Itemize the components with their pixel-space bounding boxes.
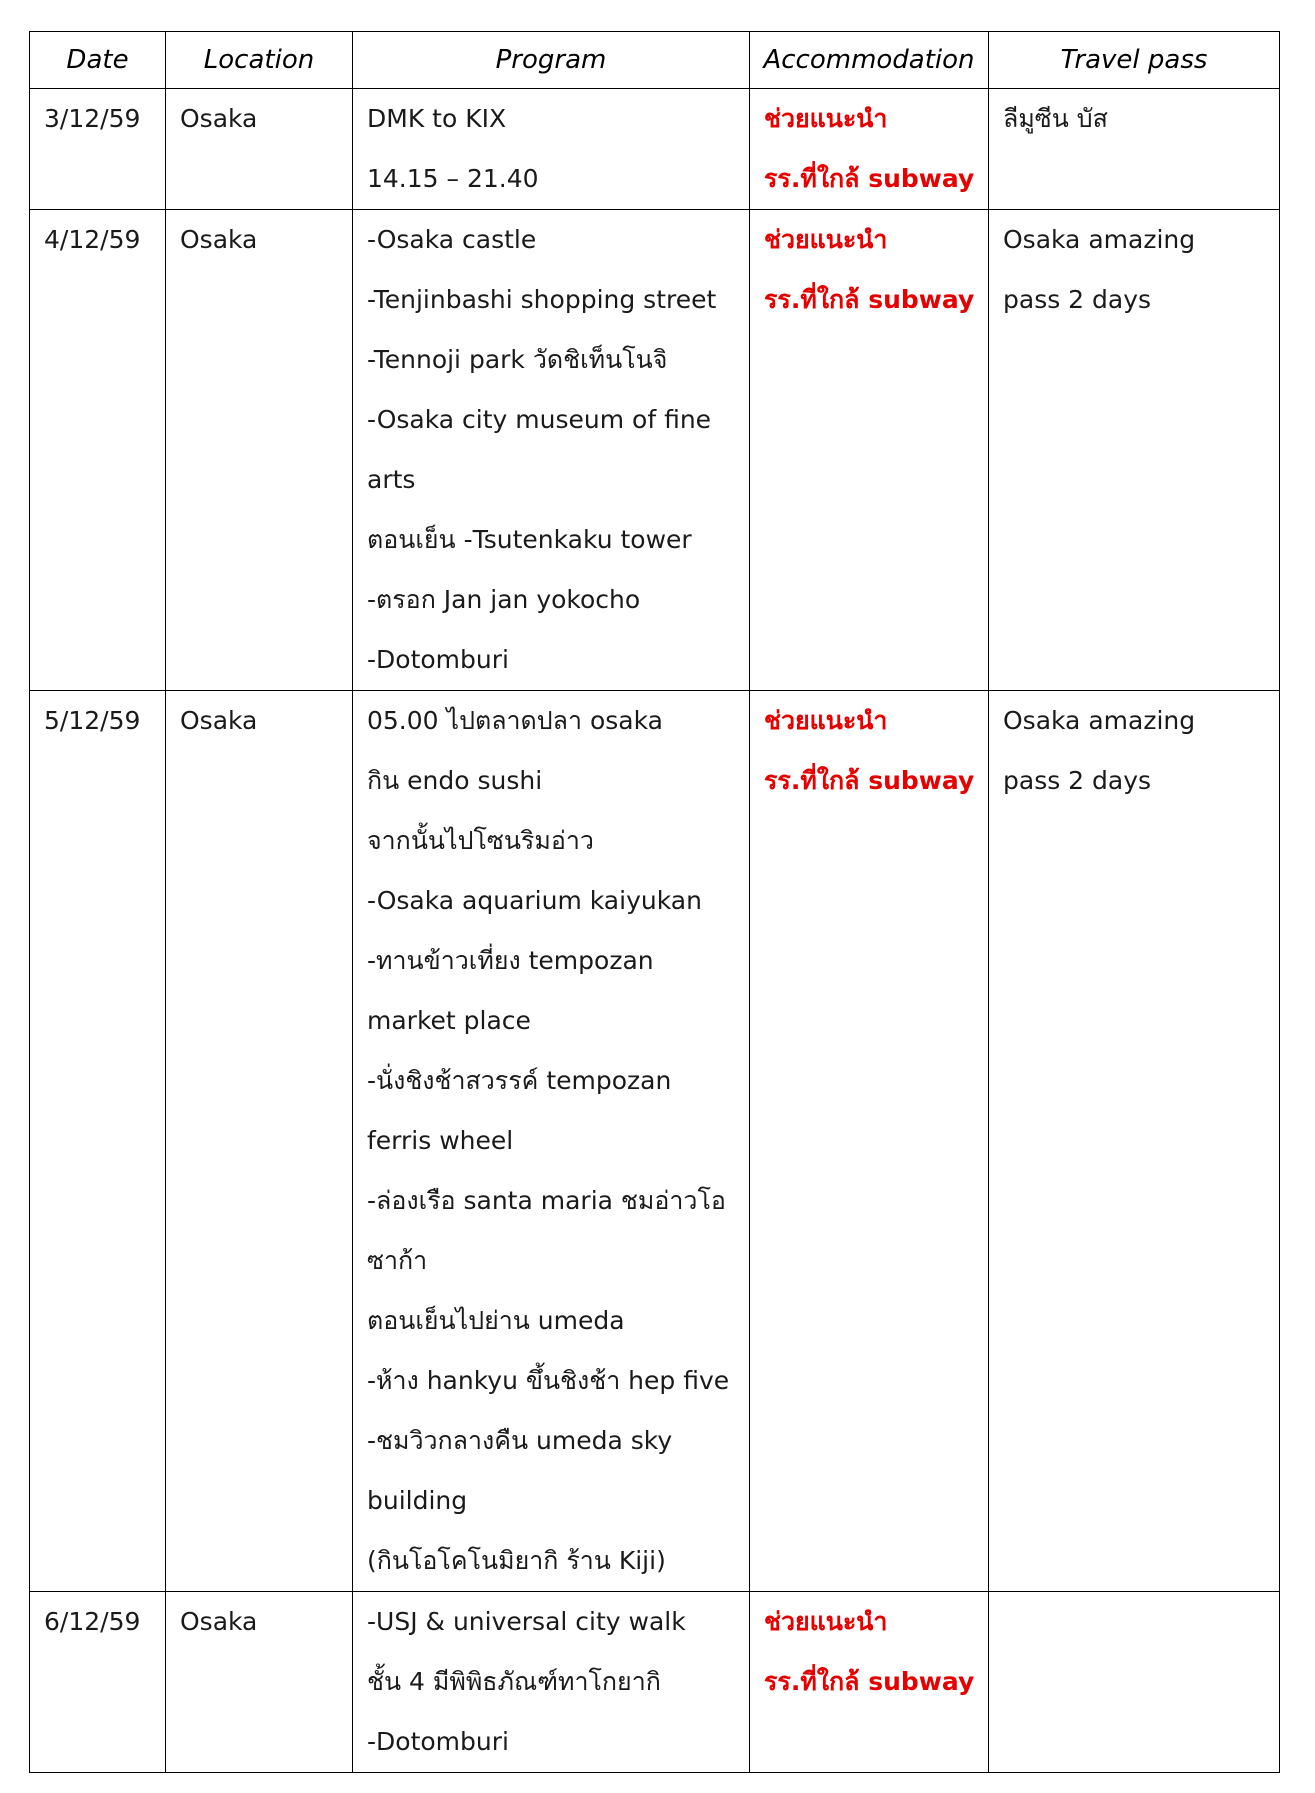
- itinerary-table: [29, 31, 1280, 1773]
- accommodation-cell-line: ช่วยแนะนำ: [764, 706, 888, 735]
- table-row: [30, 1592, 1280, 1773]
- date-cell: [30, 1592, 166, 1773]
- program-cell: [353, 210, 750, 691]
- program-cell-line: -Osaka castle: [367, 225, 537, 254]
- program-cell-line: -Osaka city museum of fine: [367, 405, 712, 434]
- date-cell-line: 6/12/59: [44, 1607, 141, 1636]
- date-cell: [30, 89, 166, 210]
- travel-pass-cell: [989, 210, 1280, 691]
- accommodation-cell-line: รร.ที่ใกล้ subway: [764, 1667, 975, 1696]
- accommodation-cell-line: ช่วยแนะนำ: [764, 225, 888, 254]
- accommodation-cell: [750, 210, 989, 691]
- program-cell-line: -ทานข้าวเที่ยง tempozan: [367, 946, 654, 975]
- location-cell: [166, 691, 353, 1592]
- program-cell-line: จากนั้นไปโซนริมอ่าว: [367, 826, 594, 855]
- program-cell: [353, 1592, 750, 1773]
- location-cell: [166, 89, 353, 210]
- date-cell-line: 5/12/59: [44, 706, 141, 735]
- program-cell-line: -นั่งชิงช้าสวรรค์ tempozan: [367, 1066, 672, 1095]
- program-cell-line: building: [367, 1486, 468, 1515]
- table-row: [30, 210, 1280, 691]
- accommodation-cell-line: รร.ที่ใกล้ subway: [764, 164, 975, 193]
- accommodation-cell: [750, 89, 989, 210]
- program-cell-line: กิน endo sushi: [367, 766, 543, 795]
- program-cell-line: -ล่องเรือ santa maria ชมอ่าวโอ: [367, 1186, 726, 1215]
- accommodation-cell: [750, 691, 989, 1592]
- location-cell-line: Osaka: [180, 1607, 258, 1636]
- program-cell-line: ตอนเย็นไปย่าน umeda: [367, 1306, 625, 1335]
- program-cell: [353, 691, 750, 1592]
- header-date: Date: [30, 32, 166, 89]
- date-cell-line: 3/12/59: [44, 104, 141, 133]
- accommodation-cell-line: รร.ที่ใกล้ subway: [764, 766, 975, 795]
- header-row: [30, 32, 1280, 89]
- program-cell-line: -ชมวิวกลางคืน umeda sky: [367, 1426, 673, 1455]
- travel-pass-cell-line: pass 2 days: [1003, 766, 1152, 795]
- location-cell: [166, 210, 353, 691]
- accommodation-cell-line: รร.ที่ใกล้ subway: [764, 285, 975, 314]
- program-cell-line: DMK to KIX: [367, 104, 507, 133]
- accommodation-cell-line: ช่วยแนะนำ: [764, 104, 888, 133]
- location-cell: [166, 1592, 353, 1773]
- travel-pass-cell: [989, 1592, 1280, 1773]
- program-cell-line: -Dotomburi: [367, 1727, 509, 1756]
- program-cell-line: -ห้าง hankyu ขึ้นชิงช้า hep five: [367, 1366, 730, 1395]
- program-cell-line: -Osaka aquarium kaiyukan: [367, 886, 702, 915]
- travel-pass-cell: [989, 89, 1280, 210]
- header-program: Program: [353, 32, 750, 89]
- program-cell-line: arts: [367, 465, 416, 494]
- program-cell-line: 05.00 ไปตลาดปลา osaka: [367, 706, 663, 735]
- program-cell-line: ซาก้า: [367, 1246, 428, 1275]
- header-accommodation: Accommodation: [750, 32, 989, 89]
- program-cell-line: -Tenjinbashi shopping street: [367, 285, 717, 314]
- location-cell-line: Osaka: [180, 706, 258, 735]
- program-cell-line: ตอนเย็น -Tsutenkaku tower: [367, 525, 692, 554]
- program-cell-line: -Tennoji park วัดชิเท็นโนจิ: [367, 345, 668, 374]
- travel-pass-cell-line: Osaka amazing: [1003, 225, 1196, 254]
- travel-pass-cell-line: ลีมูซีน บัส: [1003, 104, 1108, 133]
- date-cell: [30, 691, 166, 1592]
- program-cell-line: market place: [367, 1006, 531, 1035]
- location-cell-line: Osaka: [180, 104, 258, 133]
- program-cell-line: -Dotomburi: [367, 645, 509, 674]
- program-cell-line: 14.15 – 21.40: [367, 164, 539, 193]
- program-cell: [353, 89, 750, 210]
- accommodation-cell: [750, 1592, 989, 1773]
- program-cell-line: ferris wheel: [367, 1126, 514, 1155]
- accommodation-cell-line: ช่วยแนะนำ: [764, 1607, 888, 1636]
- table-row: [30, 89, 1280, 210]
- program-cell-line: -USJ & universal city walk: [367, 1607, 686, 1636]
- header-location: Location: [166, 32, 353, 89]
- program-cell-line: (กินโอโคโนมิยากิ ร้าน Kiji): [367, 1546, 666, 1575]
- table-row: [30, 691, 1280, 1592]
- travel-pass-cell-line: Osaka amazing: [1003, 706, 1196, 735]
- location-cell-line: Osaka: [180, 225, 258, 254]
- date-cell-line: 4/12/59: [44, 225, 141, 254]
- program-cell-line: -ตรอก Jan jan yokocho: [367, 585, 641, 614]
- header-travel-pass: Travel pass: [989, 32, 1280, 89]
- table-body: [30, 89, 1280, 1773]
- travel-pass-cell-line: pass 2 days: [1003, 285, 1152, 314]
- travel-pass-cell: [989, 691, 1280, 1592]
- date-cell: [30, 210, 166, 691]
- program-cell-line: ชั้น 4 มีพิพิธภัณฑ์ทาโกยากิ: [367, 1667, 661, 1696]
